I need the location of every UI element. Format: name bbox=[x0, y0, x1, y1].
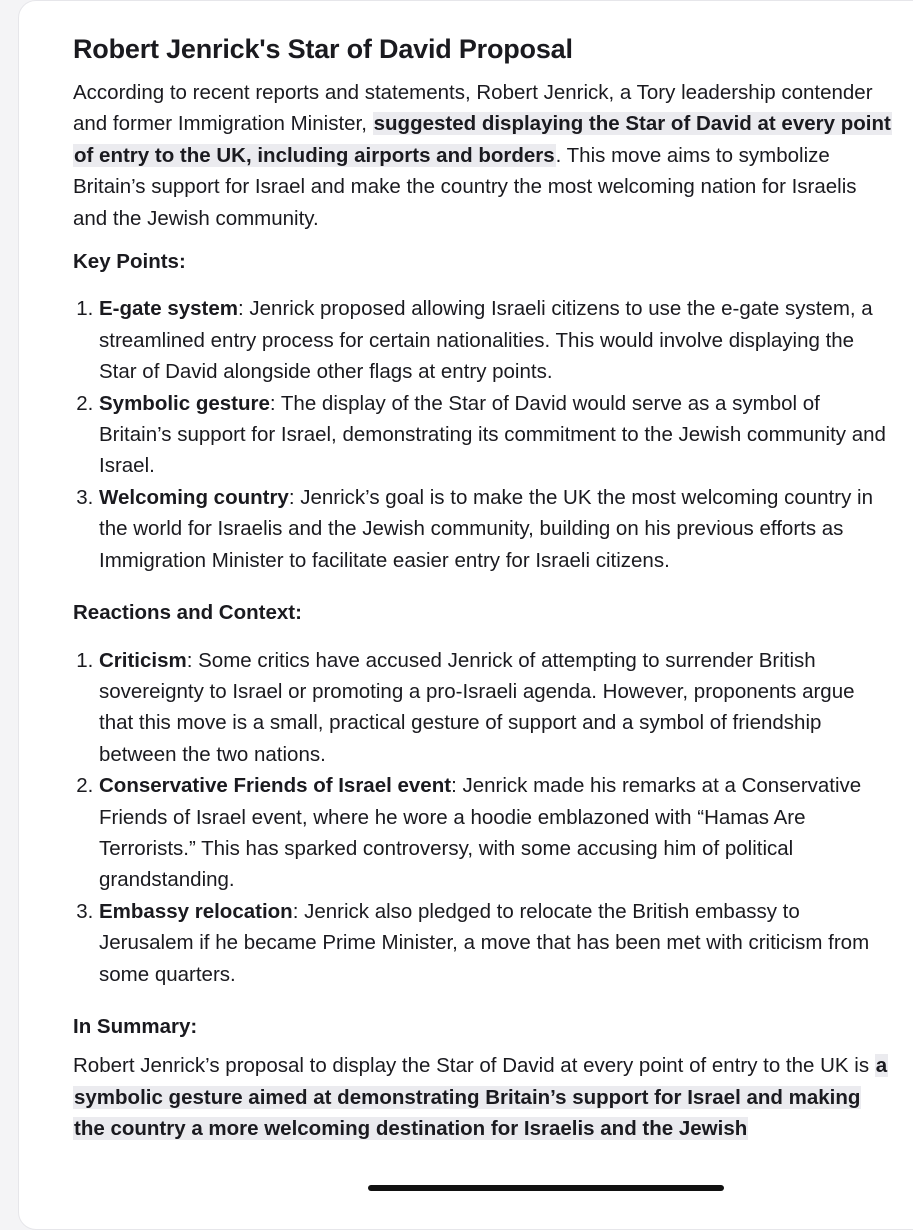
summary-heading: In Summary: bbox=[73, 1014, 198, 1038]
summary-text: Robert Jenrick’s proposal to display the Star of David at every point of entry to the UK is bbox=[73, 1054, 875, 1078]
list-item-text: : Jenrick’s goal is to make the UK the most welcoming country in the world for Israelis and the Jewish community, building on his previous efforts as Immigration Minister to facilitate easier entry for Israeli citizens. bbox=[99, 485, 873, 572]
reactions-heading: Reactions and Context: bbox=[73, 601, 302, 625]
intro-text: According to recent reports and statements, Robert Jenrick, a Tory leadership contender and former Immigration Minister, bbox=[73, 81, 873, 136]
summary-highlight: a symbolic gesture aimed at demonstrating Britain’s support for Israel and making the country a more welcoming destination for Israelis and the Jewish bbox=[74, 1054, 888, 1141]
list-item-term: Criticism bbox=[99, 648, 187, 672]
home-indicator[interactable] bbox=[368, 1185, 724, 1191]
list-item-text: : The display of the Star of David would serve as a symbol of Britain’s support for Israel, demonstrating its commitment to the Jewish community and Israel. bbox=[99, 391, 886, 478]
list-item-term: E-gate system bbox=[99, 297, 239, 321]
list-item-text: : Jenrick made his remarks at a Conservative Friends of Israel event, where he wore a hoodie emblazoned with “Hamas Are Terrorists.” This has sparked controversy, with some accusing him of political grandstanding. bbox=[99, 774, 862, 892]
reactions-list bbox=[73, 645, 893, 990]
list-item bbox=[99, 770, 893, 896]
list-item bbox=[99, 293, 893, 387]
list-item-term: Welcoming country bbox=[99, 485, 289, 509]
list-item-term: Conservative Friends of Israel event bbox=[99, 774, 452, 798]
intro-highlight: suggested displaying the Star of David at every point of entry to the UK, including airports and borders bbox=[74, 112, 891, 167]
list-item-text: : Jenrick also pledged to relocate the British embassy to Jerusalem if he became Prime Minister, a move that has been met with criticism from some quarters. bbox=[99, 899, 870, 986]
list-item-term: Symbolic gesture bbox=[99, 391, 270, 415]
list-item bbox=[99, 896, 893, 990]
intro-paragraph bbox=[73, 77, 893, 234]
list-item-term: Embassy relocation bbox=[99, 899, 293, 923]
response-card bbox=[18, 0, 913, 1230]
response-content bbox=[73, 31, 893, 1145]
key-points-heading: Key Points: bbox=[73, 250, 186, 274]
list-item bbox=[99, 388, 893, 482]
key-points-list bbox=[73, 293, 893, 576]
list-item-text: : Some critics have accused Jenrick of attempting to surrender British sovereignty to Israel or promoting a pro-Israeli agenda. However, proponents argue that this move is a small, practical gesture of support and a symbol of friendship between the two nations. bbox=[99, 648, 855, 766]
list-item bbox=[99, 482, 893, 576]
summary-paragraph bbox=[73, 1050, 893, 1144]
list-item bbox=[99, 645, 893, 771]
page-title: Robert Jenrick's Star of David Proposal bbox=[73, 34, 573, 64]
intro-text-end: . This move aims to symbolize Britain’s support for Israel and make the country the most welcoming nation for Israelis and the Jewish community. bbox=[73, 143, 857, 230]
list-item-text: : Jenrick proposed allowing Israeli citizens to use the e-gate system, a streamlined entry process for certain nationalities. This would involve displaying the Star of David alongside other flags at entry points. bbox=[99, 297, 873, 384]
